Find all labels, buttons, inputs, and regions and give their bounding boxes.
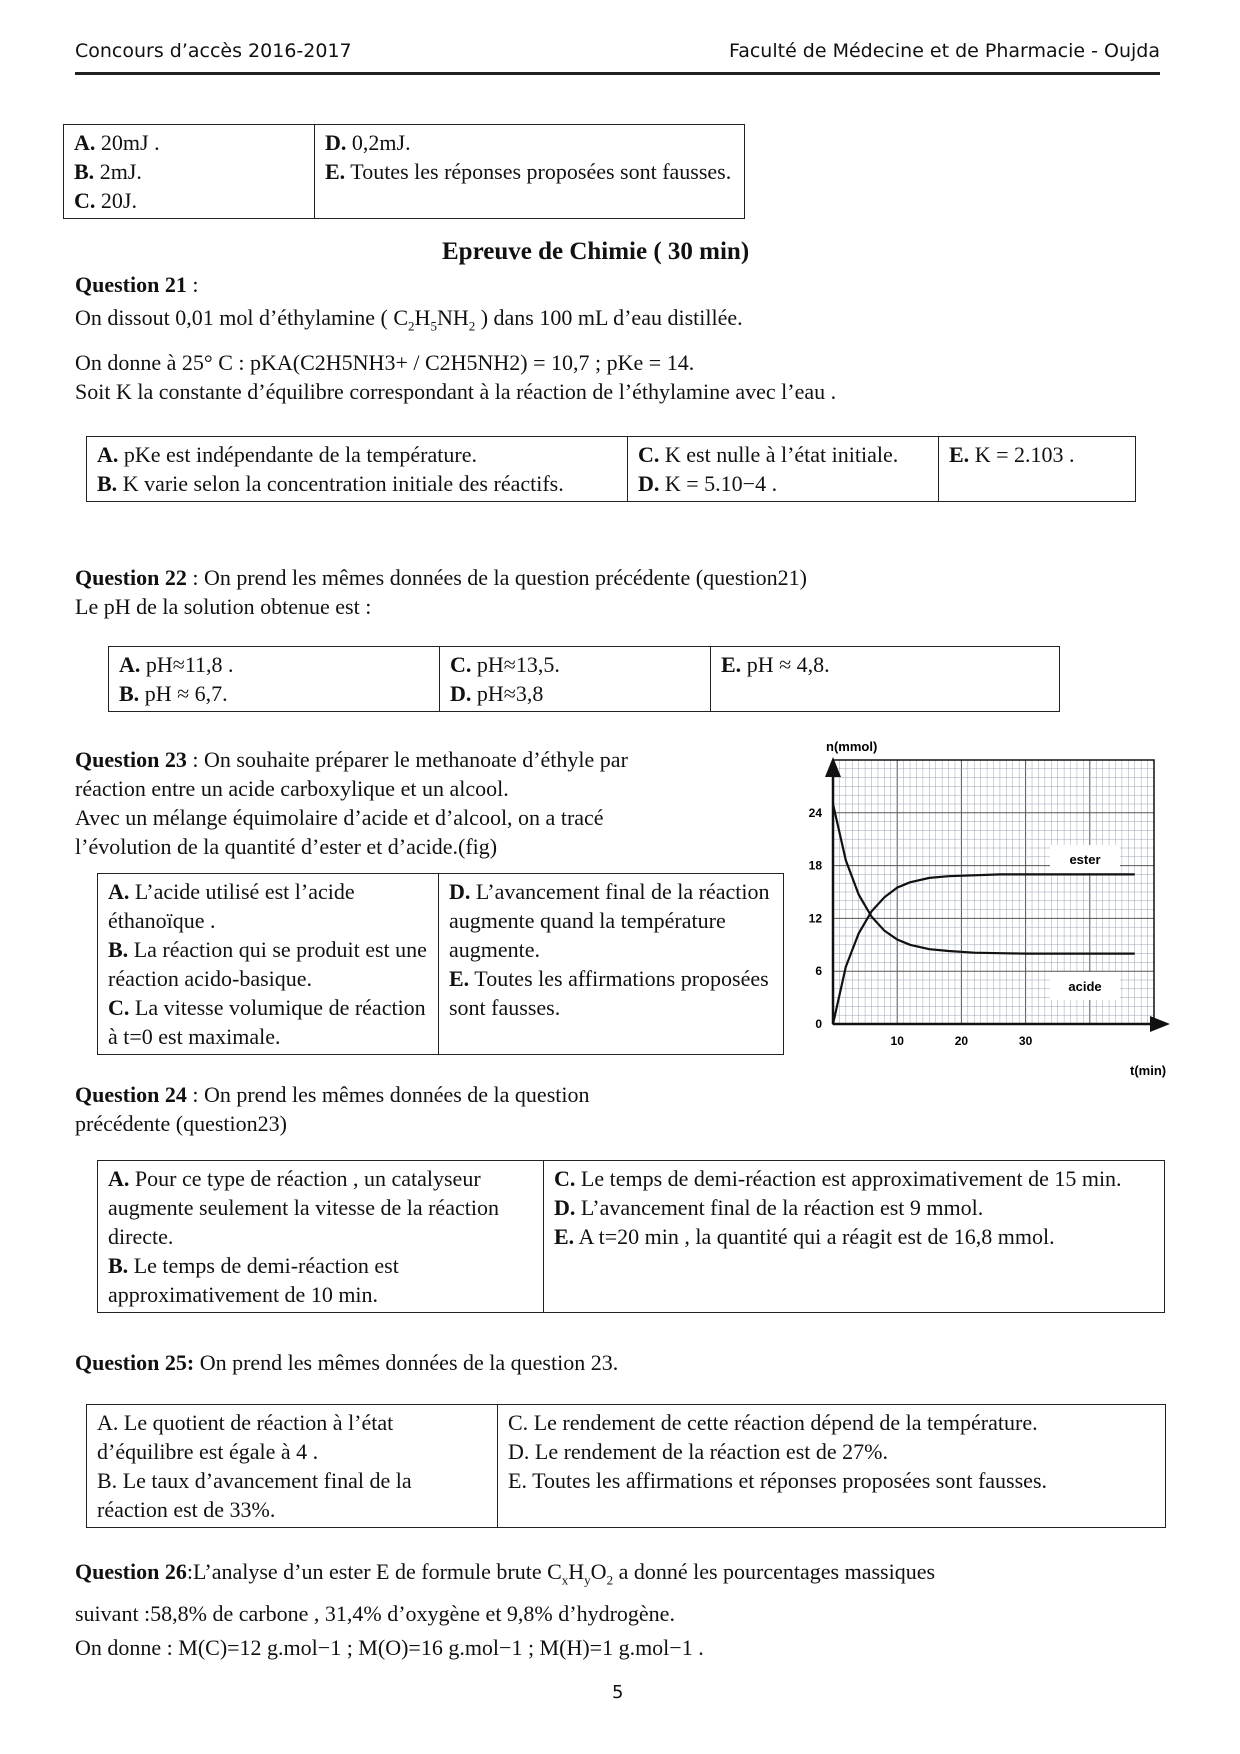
x-axis-arrow xyxy=(1150,1016,1170,1032)
q21-label: Question 21 xyxy=(75,272,187,297)
ester-acid-chart xyxy=(800,735,1185,1085)
x-tick-label: 30 xyxy=(1018,1034,1033,1048)
header-right: Faculté de Médecine et de Pharmacie - Oujda xyxy=(729,40,1160,62)
legend-ester: ester xyxy=(1069,852,1101,867)
question-26: Question 26:L’analyse d’un ester E de formule brute $C_xH_yO_2$ a donné les pourcentages massiques suivant :58,8% de carbone , 31,4% d’oxygène et 9,8% d’hydrogène. On donne : M(C)=12 g.mol−1 ; M(O)=16 g.mol−1 ; M(H)=1 g.mol−1 . xyxy=(75,1559,936,1661)
prev-options-table: A. 20mJ . B. 2mJ. C. 20J. D. 0,2mJ. E. Toutes les réponses proposées sont fausses. xyxy=(63,124,745,219)
y-tick-label: 12 xyxy=(808,911,822,926)
q21-line3: Soit K la constante d’équilibre correspondant à la réaction de l’éthylamine avec l’eau . xyxy=(75,379,837,405)
y-tick-label: 18 xyxy=(808,858,822,873)
header-rule xyxy=(75,72,1160,75)
q24-options-table: A. Pour ce type de réaction , un catalyseur augmente seulement la vitesse de la réaction directe. B. Le temps de demi-réaction est approximativement de 10 min. C. Le temps de demi-réaction est approximativement de 15 min. D. L’avancement final de la réaction est 9 mmol. E. A t=20 min , la quantité qui a réagit est de 16,8 mmol. xyxy=(97,1160,1165,1313)
question-21: Question 21 : On dissout 0,01 mol d’éthylamine ( $C_2H_5NH_2$ ) dans 100 mL d’eau distillée. On donne à 25° C : pKA(C2H5NH3+ / C2H5NH2) = 10,7 ; pKe = 14. Soit K la constante d’équilibre correspondant à la réaction de l’éthylamine avec l’eau . xyxy=(75,270,1175,406)
header-left: Concours d’accès 2016-2017 xyxy=(75,40,352,62)
q21-data-line: On donne à 25° C : pKA(C2H5NH3+ / C2H5NH2) = 10,7 ; pKe = 14. xyxy=(75,350,695,376)
page-number: 5 xyxy=(612,1682,624,1703)
legend-acide: acide xyxy=(1068,979,1102,994)
x-tick-label: 20 xyxy=(954,1034,969,1048)
q22-options-table: A. pH≈11,8 . B. pH ≈ 6,7. C. pH≈13,5. D. pH≈3,8 E. pH ≈ 4,8. xyxy=(108,646,1060,712)
y-axis-label: n(mmol) xyxy=(826,739,878,754)
section-title: Epreuve de Chimie ( 30 min) xyxy=(442,238,750,265)
question-23: Question 23 : On souhaite préparer le methanoate d’éthyle par réaction entre un acide carboxylique et un alcool. Avec un mélange équimolaire d’acide et d’alcool, on a tracé l’évolution de la quantité d’ester et d’acide.(fig) xyxy=(75,747,628,859)
y-tick-label: 6 xyxy=(815,964,822,979)
q25-options-table: A. Le quotient de réaction à l’état d’équilibre est égale à 4 . B. Le taux d’avancement final de la réaction est de 33%. C. Le rendement de cette réaction dépend de la température. D. Le rendement de la réaction est de 27%. E. Toutes les affirmations et réponses proposées sont fausses. xyxy=(86,1404,1166,1528)
question-22: Question 22 : On prend les mêmes données de la question précédente (question21) Le pH de la solution obtenue est : xyxy=(75,565,807,619)
x-tick-label: 10 xyxy=(890,1034,904,1048)
q23-options-table: A. L’acide utilisé est l’acide éthanoïque . B. La réaction qui se produit est une réaction acido-basique. C. La vitesse volumique de réaction à t=0 est maximale. D. L’avancement final de la réaction augmente quand la température augmente. E. Toutes les affirmations proposées sont fausses. xyxy=(97,873,784,1055)
q21-options-table: A. pKe est indépendante de la température. B. K varie selon la concentration initiale des réactifs. C. K est nulle à l’état initiale. D. K = 5.10−4 . E. K = 2.103 . xyxy=(86,436,1136,502)
y-tick-label: 0 xyxy=(815,1017,822,1031)
x-axis-label: t(min) xyxy=(1130,1063,1167,1078)
y-tick-label: 24 xyxy=(808,805,822,820)
question-24: Question 24 : On prend les mêmes données de la question précédente (question23) xyxy=(75,1082,590,1136)
question-25: Question 25: On prend les mêmes données de la question 23. xyxy=(75,1350,619,1375)
